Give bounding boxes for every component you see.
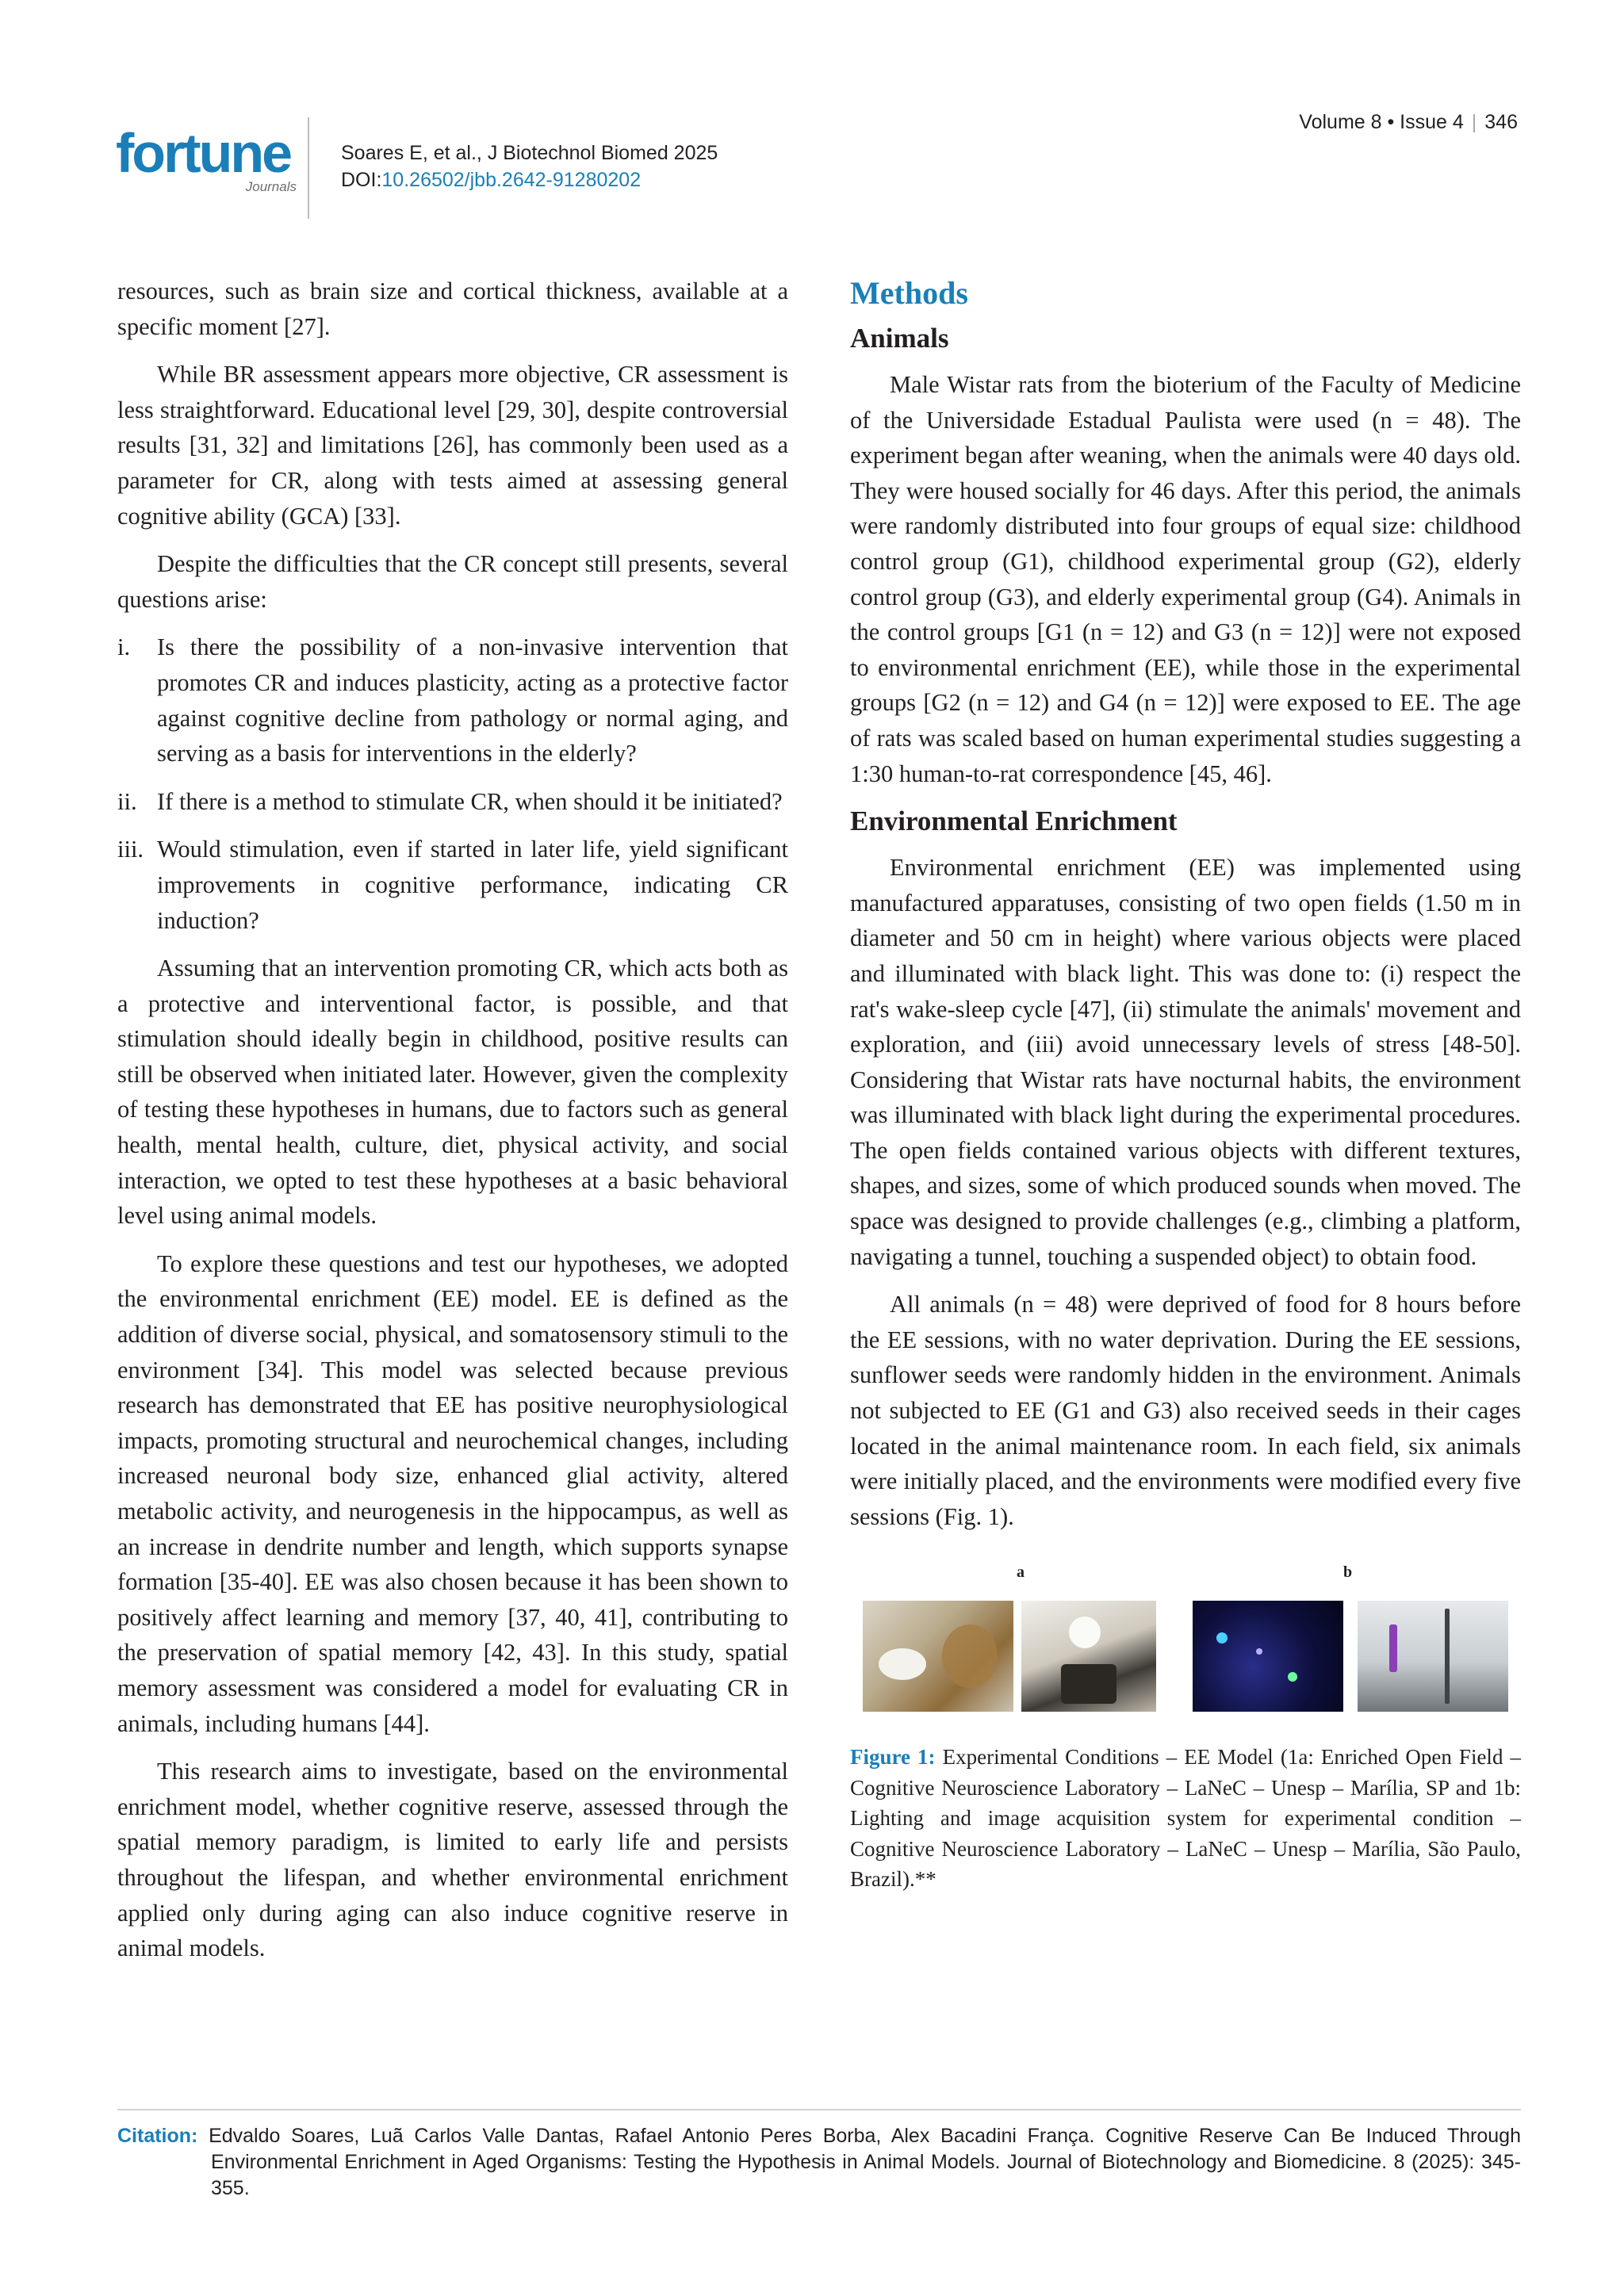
photo-black-light: [1193, 1601, 1343, 1712]
paragraph: Environmental enrichment (EE) was implemented using manufactured apparatuses, consisting of two open fields (1.50 m in diameter and 50 cm in height) where various objects were placed and illuminated with black light. This was done to: (i) respect the rat's wake-sleep cycle [47], (ii) stimulate the animals' movement and exploration, and (iii) avoid unnecessary levels of stress [48-50]. Considering that Wistar rats have nocturnal habits, the environment was illuminated with black light during the experimental procedures. The open fields contained various objects with different textures, shapes, and sizes, some of which produced sounds when moved. The space was designed to provide challenges (e.g., climbing a platform, navigating a tunnel, touching a suspended object) to obtain food.: [850, 854, 1521, 1270]
header-reference: [341, 140, 718, 193]
list-item: [117, 629, 788, 771]
question-list: [117, 629, 788, 938]
logo-subtitle: Journals: [245, 179, 297, 194]
right-column: [850, 274, 1521, 1895]
citation-label: Citation:: [117, 2125, 198, 2147]
logo-wordmark: fortune: [116, 122, 291, 184]
photo-apparatus: [1021, 1601, 1156, 1712]
list-number: ii.: [117, 787, 137, 815]
panel-label-b: b: [1343, 1563, 1353, 1582]
citation: [117, 2123, 1521, 2202]
page-number: 346: [1484, 111, 1518, 133]
paragraph: Assuming that an intervention promoting CR, which acts both as a protective and interventional factor, is possible, and that stimulation should ideally begin in childhood, positive results can still be observed when initiated later. However, given the complexity of testing these hypotheses in humans, due to factors such as general health, mental health, culture, diet, physical activity, and social interaction, we opted to test these hypotheses at a basic behavioral level using animal models.: [117, 955, 788, 1230]
photo-acquisition-system: [1358, 1601, 1508, 1712]
page-separator: |: [1471, 111, 1477, 133]
list-number: i.: [117, 633, 131, 661]
doi-link[interactable]: 10.26502/jbb.2642-91280202: [381, 169, 642, 191]
journal-logo: [116, 122, 306, 205]
paragraph: resources, such as brain size and cortical thickness, available at a specific moment [27].: [117, 277, 788, 340]
paragraph: To explore these questions and test our hypotheses, we adopted the environmental enrichment (EE) model. EE is defined as the addition of diverse social, physical, and somatosensory stimuli to the environment [34]. This model was selected because previous research has demonstrated that EE has positive neurophysiological impacts, promoting structural and neurochemical changes, including increased neuronal body size, enhanced glial activity, altered metabolic activity, and neurogenesis in the hippocampus, as well as an increase in dendrite number and length, which supports synapse formation [35-40]. EE was also chosen because it has been shown to positively affect learning and memory [37, 40, 41], contributing to the preservation of spatial memory [42, 43]. In this study, spatial memory assessment was considered a model for evaluating CR in animals, including humans [44].: [117, 1249, 788, 1737]
paragraph: This research aims to investigate, based on the environmental enrichment model, whether cognitive reserve, assessed through the spatial memory paradigm, is limited to early life and persists throughout the lifespan, and whether environmental enrichment applied only during aging can also induce cognitive reserve in animal models.: [117, 1758, 788, 1962]
article-short-ref: Soares E, et al., J Biotechnol Biomed 2025: [341, 142, 718, 164]
panel-label-a: a: [1017, 1563, 1025, 1582]
figure-caption: [850, 1742, 1521, 1895]
list-text: If there is a method to stimulate CR, when should it be initiated?: [157, 787, 783, 815]
paragraph: All animals (n = 48) were deprived of food for 8 hours before the EE sessions, with no water deprivation. During the EE sessions, sunflower seeds were randomly hidden in the environment. Animals not subjected to EE (G1 and G3) also received seeds in their cages located in the animal maintenance room. In each field, six animals were initially placed, and the environments were modified every five sessions (Fig. 1).: [850, 1291, 1521, 1530]
volume-issue-page: [1299, 111, 1518, 134]
paragraph: While BR assessment appears more objective, CR assessment is less straightforward. Educational level [29, 30], despite controversial results [31, 32] and limitations [26], has commonly been used as a parameter for CR, along with tests aimed at assessing general cognitive ability (GCA) [33].: [117, 361, 788, 530]
list-item: [117, 784, 788, 820]
subsection-title-animals: Animals: [850, 323, 949, 354]
subsection-title-enrichment: Environmental Enrichment: [850, 806, 1178, 837]
figure-caption-text: Experimental Conditions – EE Model (1a: Enriched Open Field – Cognitive Neuroscience Laboratory – LaNeC – Unesp – Marília, SP and 1b: Lighting and image acquisition system for experimental condition – Cognitive Neuroscience Laboratory – LaNeC – Unesp – Marília, São Paulo, Brazil).**: [850, 1745, 1521, 1892]
list-text: Is there the possibility of a non-invasive intervention that promotes CR and induces plasticity, acting as a protective factor against cognitive decline from pathology or normal aging, and serving as a basis for interventions in the elderly?: [157, 633, 788, 767]
doi-line: [341, 166, 718, 193]
figure-photos: [850, 1601, 1521, 1712]
list-number: iii.: [117, 836, 144, 863]
section-title-methods: Methods: [850, 275, 968, 311]
doi-label: DOI:: [341, 169, 382, 191]
list-text: Would stimulation, even if started in later life, yield significant improvements in cognitive performance, indicating CR induction?: [157, 836, 788, 934]
photo-open-field: [863, 1601, 1013, 1712]
header-divider: [308, 117, 309, 219]
figure-1: [850, 1555, 1521, 1895]
figure-panel-labels: [850, 1555, 1521, 1586]
volume-issue: Volume 8 • Issue 4: [1299, 111, 1464, 133]
figure-caption-label: Figure 1:: [850, 1745, 936, 1770]
paragraph: Male Wistar rats from the bioterium of the Faculty of Medicine of the Universidade Estadual Paulista were used (n = 48). The experiment began after weaning, when the animals were 40 days old. They were housed socially for 46 days. After this period, the animals were randomly distributed into four groups of equal size: childhood control group (G1), childhood experimental group (G2), elderly control group (G3), and elderly experimental group (G4). Animals in the control groups [G1 (n = 12) and G3 (n = 12)] were not exposed to environmental enrichment (EE), while those in the experimental groups [G2 (n = 12) and G4 (n = 12)] were exposed to EE. The age of rats was scaled based on human experimental studies suggesting a 1:30 human-to-rat correspondence [45, 46].: [850, 371, 1521, 787]
footer-divider: [117, 2109, 1521, 2110]
left-column: [117, 274, 788, 1979]
list-item: [117, 832, 788, 938]
citation-text: Edvaldo Soares, Luã Carlos Valle Dantas, Rafael Antonio Peres Borba, Alex Bacadini França. Cognitive Reserve Can Be Induced Through Environmental Enrichment in Aged Organisms: Testing the Hypothesis in Animal Models. Journal of Biotechnology and Biomedicine. 8 (2025): 345-355.: [209, 2125, 1521, 2199]
paragraph: Despite the difficulties that the CR concept still presents, several questions arise:: [117, 550, 788, 613]
